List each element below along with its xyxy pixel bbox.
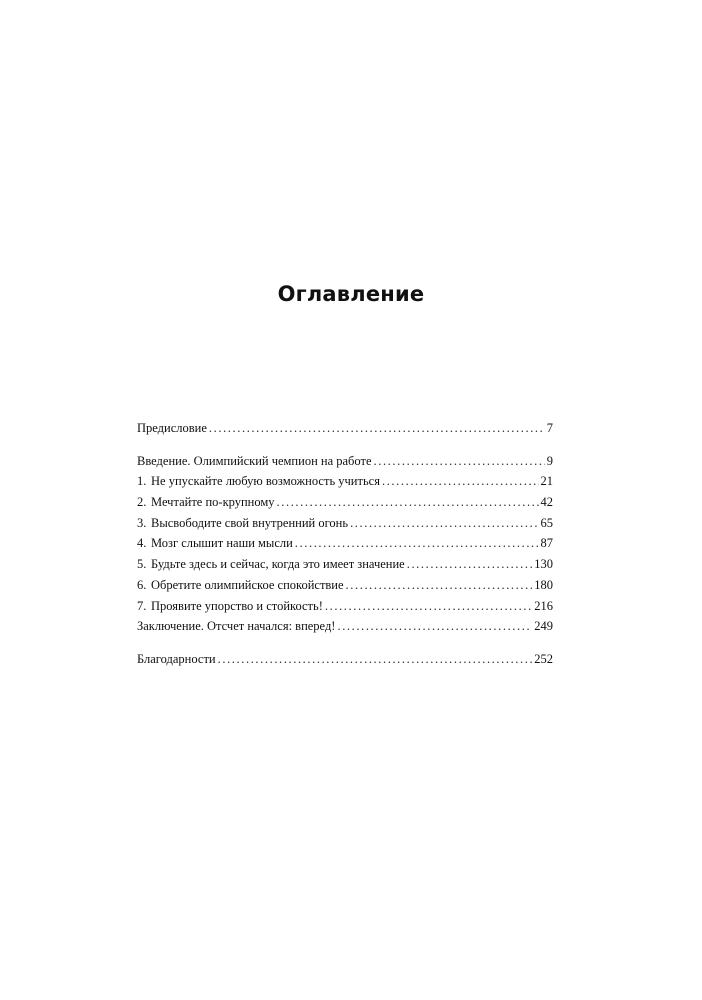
toc-entry-label: Предисловие [137,421,207,435]
toc-entry-introduction[interactable] [137,451,553,472]
toc-entry-chapter-3[interactable] [137,513,553,534]
chapter-number: 5. [137,557,147,572]
dot-leader [350,513,538,534]
toc-page-number: 180 [534,577,553,592]
toc-entry-label: Введение. Олимпийский чемпион на работе [137,453,372,468]
dot-leader [337,616,532,637]
dot-leader [407,554,533,575]
dot-leader [209,418,545,439]
dot-leader [325,596,532,617]
toc-entry-label: 6. Обретите олимпийское спокойствие [137,575,344,596]
toc-page-number: 130 [534,557,553,572]
dot-leader [346,575,533,596]
toc-entry-chapter-5[interactable] [137,554,553,575]
chapter-number: 3. [137,515,147,530]
table-of-contents [137,418,553,670]
chapter-number: 6. [137,577,147,592]
toc-entry-label: Благодарности [137,651,216,666]
toc-entry-label: 1. Не упускайте любую возможность учиться [137,471,380,492]
toc-page-number: 7 [546,421,553,435]
toc-entry-label: 4. Мозг слышит наши мысли [137,533,293,554]
toc-entry-label: 5. Будьте здесь и сейчас, когда это имеет значение [137,554,405,575]
chapter-number: 7. [137,598,147,613]
page-title: Оглавление [277,282,425,306]
dot-leader [277,492,539,513]
dot-leader [382,471,539,492]
toc-page-number: 249 [534,619,553,634]
toc-entry-label: 3. Высвободите свой внутренний огонь [137,513,348,534]
toc-entry-label: 7. Проявите упорство и стойкость! [137,596,323,617]
dot-leader [295,533,539,554]
toc-page-number: 252 [534,651,553,666]
toc-entry-chapter-2[interactable] [137,492,553,513]
toc-page-number: 21 [540,474,553,489]
toc-entry-chapter-4[interactable] [137,533,553,554]
toc-entry-label: 2. Мечтайте по-крупному [137,492,275,513]
dot-leader [374,451,545,472]
toc-page-number: 87 [540,536,553,551]
toc-page-number: 42 [540,495,553,510]
toc-entry-conclusion[interactable] [137,616,553,637]
toc-entry-chapter-6[interactable] [137,575,553,596]
toc-entry-chapter-7[interactable] [137,596,553,617]
toc-entry-preface[interactable] [137,418,553,439]
dot-leader [218,649,533,670]
chapter-number: 4. [137,536,147,551]
chapter-number: 2. [137,495,147,510]
chapter-number: 1. [137,474,147,489]
toc-entry-acknowledgements[interactable] [137,649,553,670]
toc-page-number: 65 [540,515,553,530]
toc-entry-label: Заключение. Отсчет начался: вперед! [137,619,336,634]
toc-entry-chapter-1[interactable] [137,471,553,492]
toc-page-number: 9 [546,453,553,468]
toc-page-number: 216 [534,598,553,613]
